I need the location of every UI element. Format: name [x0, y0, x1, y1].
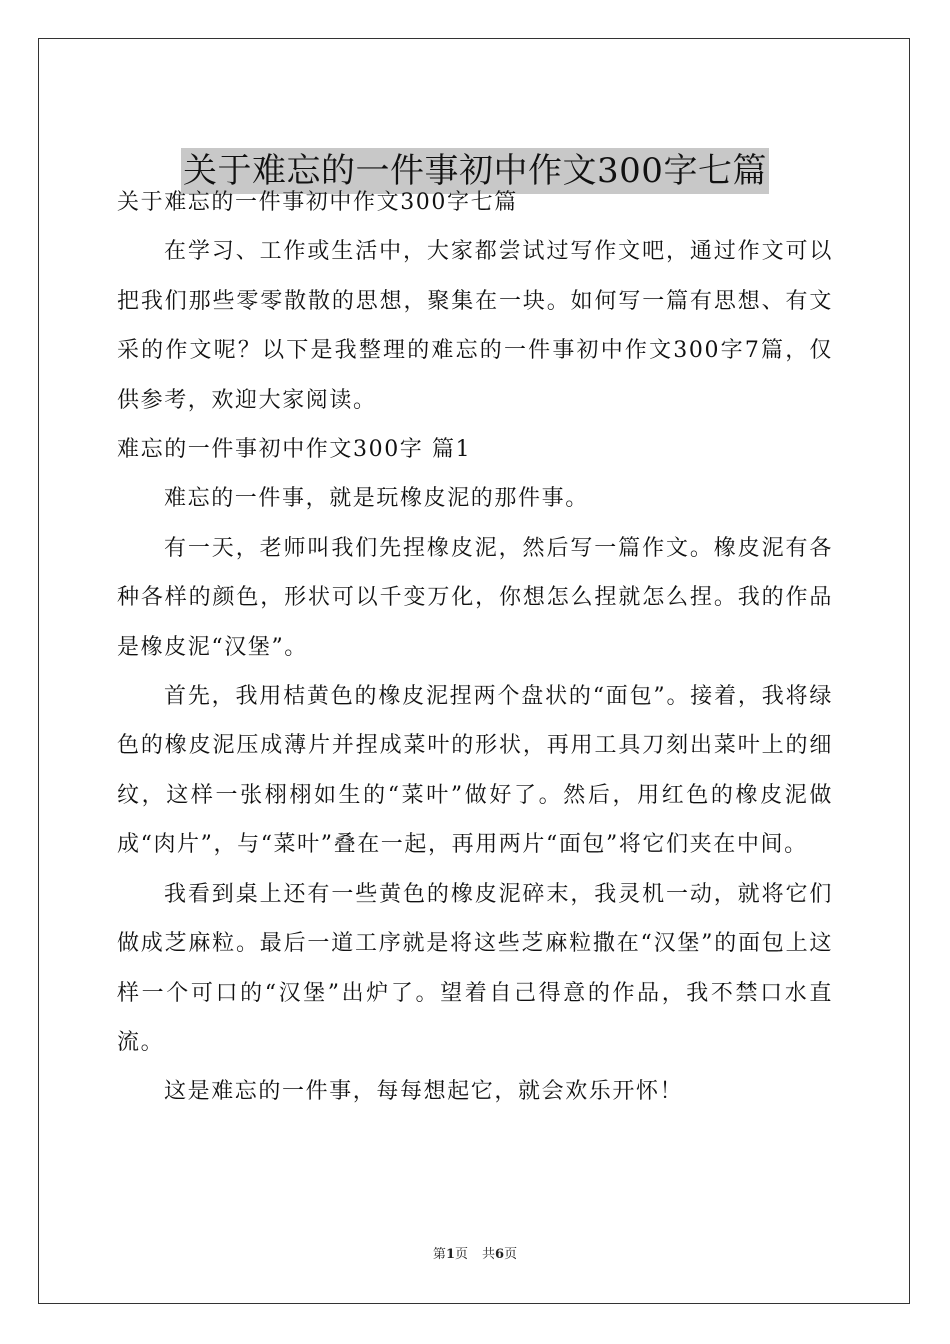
section-heading: 难忘的一件事初中作文300字 篇1: [117, 437, 472, 463]
page-current-number: 1: [445, 1247, 455, 1262]
page-total-number: 6: [495, 1247, 505, 1262]
intro-paragraph: 在学习、工作或生活中，大家都尝试过写作文吧，通过作文可以把我们那些零零散散的思想，聚集在一块。如何写一篇有思想、有文采的作文呢？以下是我整理的难忘的一件事初中作文300字7篇，仅供参考，欢迎大家阅读。: [117, 239, 833, 413]
body-paragraph: 我看到桌上还有一些黄色的橡皮泥碎末，我灵机一动，就将它们做成芝麻粒。最后一道工序就是将这些芝麻粒撒在“汉堡”的面包上这样一个可口的“汉堡”出炉了。望着自己得意的作品，我不禁口水直流。: [117, 881, 833, 1055]
document-title: 关于难忘的一件事初中作文300字七篇: [181, 148, 769, 194]
body-paragraph: 难忘的一件事，就是玩橡皮泥的那件事。: [164, 486, 589, 512]
page-footer: [0, 1246, 950, 1264]
subtitle-line: 关于难忘的一件事初中作文300字七篇: [117, 190, 518, 215]
body-paragraph: 有一天，老师叫我们先捏橡皮泥，然后写一篇作文。橡皮泥有各种各样的颜色，形状可以千变万化，你想怎么捏就怎么捏。我的作品是橡皮泥“汉堡”。: [117, 535, 833, 660]
body-paragraph: 首先，我用桔黄色的橡皮泥捏两个盘状的“面包”。接着，我将绿色的橡皮泥压成薄片并捏成菜叶的形状，再用工具刀刻出菜叶上的细纹，这样一张栩栩如生的“菜叶”做好了。然后，用红色的橡皮泥做成“肉片”，与“菜叶”叠在一起，再用两片“面包”将它们夹在中间。: [117, 684, 833, 858]
total-prefix: 共: [482, 1247, 496, 1262]
total-suffix: 页: [504, 1247, 518, 1262]
body-paragraph: 这是难忘的一件事，每每想起它，就会欢乐开怀！: [164, 1079, 684, 1105]
document-body: [117, 178, 833, 1117]
page-prefix: 第: [432, 1247, 446, 1262]
page-suffix: 页: [454, 1247, 468, 1262]
